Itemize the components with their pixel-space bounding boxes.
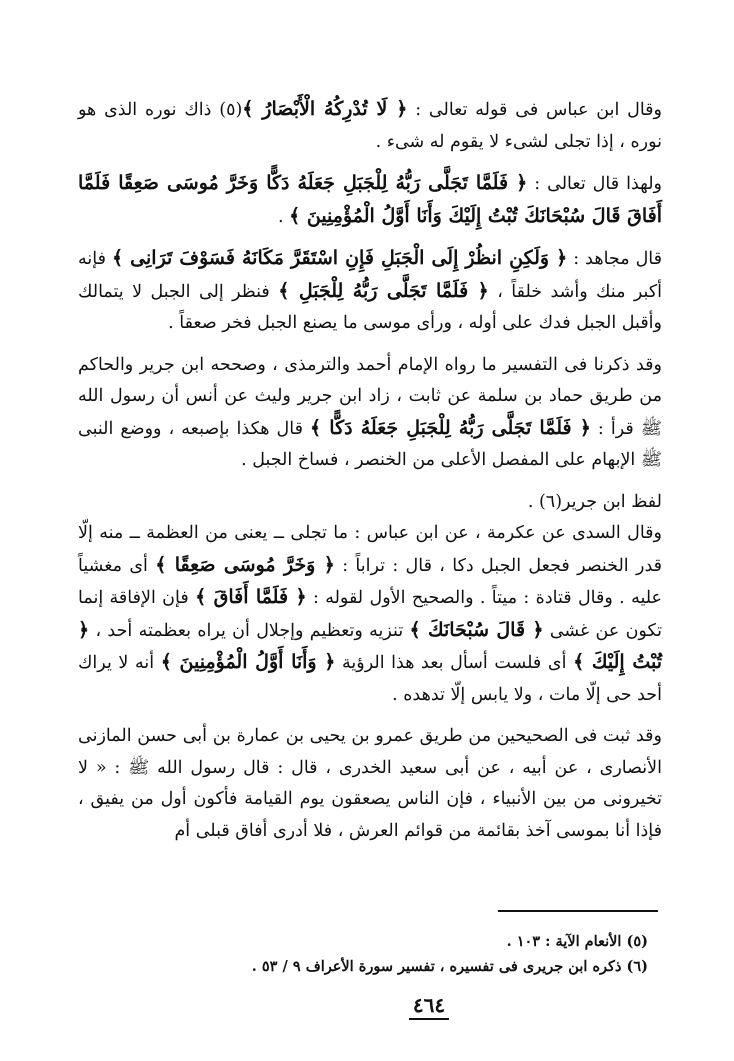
footnote-5: (٥) الأنعام الآية : ١٠٣ . xyxy=(506,933,648,950)
paragraph-lafz xyxy=(78,487,662,519)
text-run: لفظ ابن جرير(٦) . xyxy=(527,491,662,512)
footnote-6: (٦) ذكره ابن جريرى فى تفسيره ، تفسير سورة الأعراف ٩ / ٥٣ . xyxy=(251,958,648,975)
text-run: . xyxy=(277,206,290,227)
paragraph-ibn-abbas xyxy=(78,94,662,158)
quran-verse: ﴿ فَلَمَّا تَجَلَّى رَبُّهُ لِلْجَبَلِ جَعَلَهُ دَكًّا ﴾ xyxy=(310,416,591,439)
text-run: وقال ابن عباس فى قوله تعالى : xyxy=(407,100,662,120)
paragraph-suddi xyxy=(78,518,662,711)
separator-line xyxy=(498,910,658,912)
text-run: تنزيه وتعظيم وإجلال أن يراه بعظمته أحد ، xyxy=(89,620,410,641)
page-number: ٤٦٤ xyxy=(409,993,449,1020)
quran-verse: ﴿ فَلَمَّا أَفَاقَ ﴾ xyxy=(195,586,307,608)
paragraph-mujahid xyxy=(78,243,662,340)
text-run: ولهذا قال تعالى : xyxy=(527,174,662,194)
main-text xyxy=(78,94,662,847)
text-run: قال هكذا بإصبعه ، ووضع النبى ﷺ الإبهام على المفصل الأعلى من الخنصر ، فساخ الجبل . xyxy=(78,418,662,470)
text-run: وقد ثبت فى الصحيحين من طريق عمرو بن يحيى بن عمارة بن أبى حسن المازنى الأنصارى ، عن أبيه ، عن أبى سعيد الخدرى ، قال : قال رسول الله ﷺ : « لا تخيرونى من بين الأنبياء ، فإن الناس يصعقون يوم القيامة فأكون أول من يفيق ، فإذا أنا بموسى آخذ بقائمة من قوائم العرش ، فلا أدرى أفاق قبلى أم xyxy=(78,726,662,841)
quran-verse: ﴿ وَأَنَا أَوَّلُ الْمُؤْمِنِينَ ﴾ xyxy=(160,651,336,673)
paragraph-tafsir xyxy=(78,350,662,477)
paragraph-sahihayn xyxy=(78,721,662,847)
quran-verse: ﴿ وَخَرَّ مُوسَى صَعِقًا ﴾ xyxy=(155,553,335,576)
quran-verse: ﴿ فَلَمَّا تَجَلَّى رَبُّهُ لِلْجَبَلِ جَعَلَهُ دَكًّا وَخَرَّ مُوسَى صَعِقًا فَلَمَّا أَفَاقَ قَالَ سُبْحَانَكَ تُبْتُ إِلَيْكَ وَأَنَا أَوَّلُ الْمُؤْمِنِينَ ﴾ xyxy=(78,172,662,227)
paragraph-qala-taala xyxy=(78,168,662,233)
quran-verse: ﴿ فَلَمَّا تَجَلَّى رَبُّهُ لِلْجَبَلِ ﴾ xyxy=(278,279,489,302)
quran-verse: ﴿ قَالَ سُبْحَانَكَ ﴾ xyxy=(409,618,544,641)
quran-verse: ﴿ تُبْتُ إِلَيْكَ ﴾ xyxy=(78,618,663,673)
text-run: فإنه أكبر منك وأشد خلقاً ، xyxy=(78,249,663,302)
page-number-block xyxy=(0,993,734,1020)
quran-verse: ﴿ لَا تُدْرِكُهُ الْأَبْصَارُ ﴾ xyxy=(242,98,408,120)
text-run: قال مجاهد : xyxy=(567,249,662,269)
text-run: فنظر إلى الجبل لا يتمالك وأقبل الجبل فدك على أوله ، ورأى موسى ما يصنع الجبل فخر صعقاً . xyxy=(78,281,662,333)
text-run: فإن الإفاقة إنما تكون عن غشى xyxy=(78,588,662,641)
text-run: (٥) ذاك نوره الذى هو نوره ، إذا تجلى لشىء لا يقوم له شىء . xyxy=(78,100,662,152)
text-run: وقد ذكرنا فى التفسير ما رواه الإمام أحمد والترمذى ، وصححه ابن جرير والحاكم من طريق حماد بن سلمة عن ثابت ، زاد ابن جرير وليث عن أنس أن رسول الله ﷺ قرأ : xyxy=(78,354,662,439)
text-run: أى مغشياً عليه . وقال قتادة : ميتاً . والصحيح الأول لقوله : xyxy=(78,555,662,608)
quran-verse: ﴿ وَلَكِنِ انظُرْ إِلَى الْجَبَلِ فَإِنِ اسْتَقَرَّ مَكَانَهُ فَسَوْفَ تَرَانِى ﴾ xyxy=(111,247,568,269)
text-run: أنه لا يراك أحد حى إلّا مات ، ولا يابس إلّا تدهده . xyxy=(78,653,662,705)
text-run: أى فلست أسأل بعد هذا الرؤية xyxy=(335,653,574,673)
text-run: وقال السدى عن عكرمة ، عن ابن عباس : ما تجلى ــ يعنى من العظمة ــ منه إلّا قدر الخنصر فجعل الجبل دكا ، قال : تراباً : xyxy=(78,523,662,576)
